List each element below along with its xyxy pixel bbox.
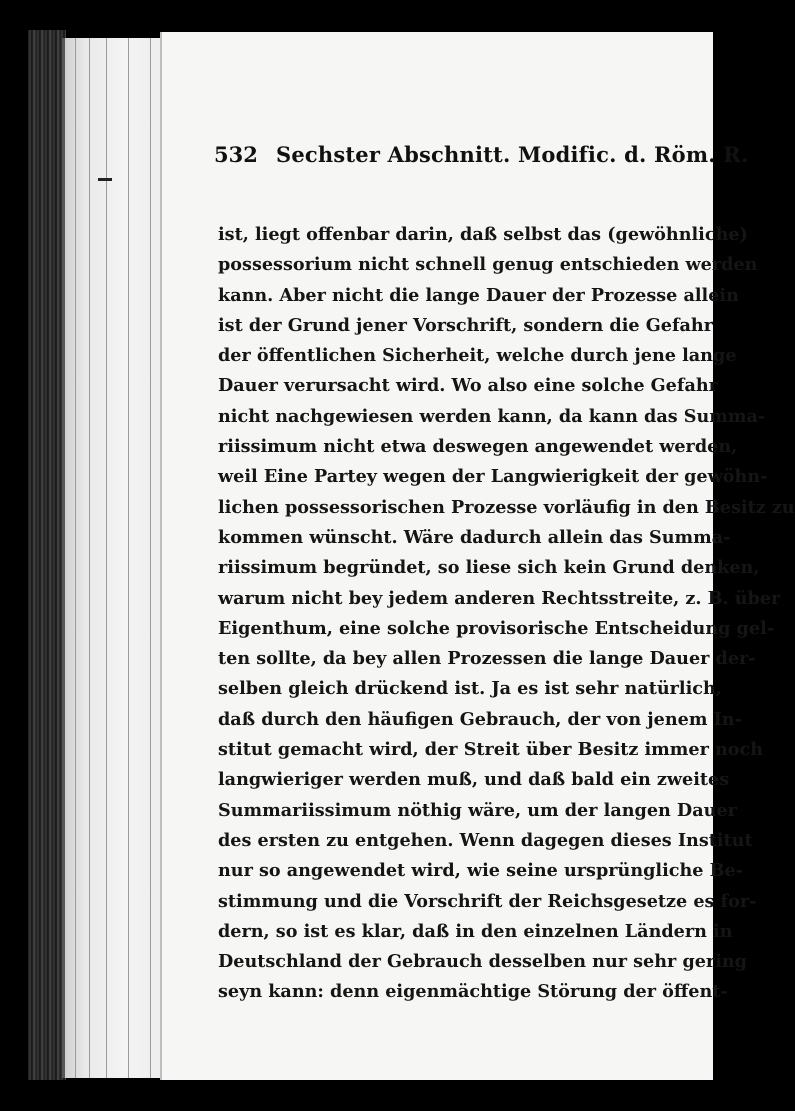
text-line: riissimum nicht etwa deswegen angewendet werden, [218, 436, 738, 458]
text-line: nicht nachgewiesen werden kann, da kann das Summa- [218, 405, 766, 427]
running-head: Sechster Abschnitt. Modific. d. Röm. R. [276, 142, 749, 167]
text-line: kann. Aber nicht die lange Dauer der Prozesse allein [218, 284, 739, 306]
page-number: 532 [214, 142, 258, 167]
text-line: der öffentlichen Sicherheit, welche durch jene lange [218, 345, 737, 367]
text-line: warum nicht bey jedem anderen Rechtsstreite, z. B. über [218, 587, 781, 609]
text-line: possessorium nicht schnell genug entschieden werden [218, 254, 758, 276]
page-edge-line [150, 38, 151, 1078]
page-stack-edge [62, 38, 165, 1078]
text-line: Eigenthum, eine solche provisorische Entscheidung gel- [218, 617, 775, 639]
text-line: ist der Grund jener Vorschrift, sondern die Gefahr [218, 314, 713, 336]
text-line: langwieriger werden muß, und daß bald ein zweites [218, 769, 730, 791]
text-line: dern, so ist es klar, daß in den einzelnen Ländern in [218, 920, 733, 942]
text-line: ten sollte, da bey allen Prozessen die lange Dauer der- [218, 648, 756, 670]
page-edge-line [89, 38, 90, 1078]
page-edge-line [106, 38, 107, 1078]
page-edge-line [128, 38, 129, 1078]
text-line: weil Eine Partey wegen der Langwierigkeit der gewöhn- [218, 466, 768, 488]
text-line: des ersten zu entgehen. Wenn dagegen dieses Institut [218, 829, 753, 851]
text-line: daß durch den häufigen Gebrauch, der von jenem In- [218, 708, 742, 730]
text-line: lichen possessorischen Prozesse vorläufig in den Besitz zu [218, 496, 795, 518]
text-line: riissimum begründet, so liese sich kein Grund denken, [218, 557, 760, 579]
text-line: Dauer verursacht wird. Wo also eine solche Gefahr [218, 375, 718, 397]
text-line: Deutschland der Gebrauch desselben nur sehr gering [218, 951, 747, 973]
page-edge-line [75, 38, 76, 1078]
text-line: Summariissimum nöthig wäre, um der langen Dauer [218, 799, 737, 821]
text-line: stitut gemacht wird, der Streit über Besitz immer noch [218, 739, 764, 761]
text-line: seyn kann: denn eigenmächtige Störung der öffent- [218, 981, 728, 1003]
book-page [160, 32, 795, 1080]
text-line: stimmung und die Vorschrift der Reichsgesetze es for- [218, 890, 757, 912]
book-spine-edge [28, 30, 66, 1080]
text-line: nur so angewendet wird, wie seine ursprüngliche Be- [218, 860, 743, 882]
page-header [214, 142, 749, 176]
text-line: ist, liegt offenbar darin, daß selbst das (gewöhnliche) [218, 224, 748, 245]
body-text [218, 220, 795, 1008]
text-line: kommen wünscht. Wäre dadurch allein das Summa- [218, 526, 731, 548]
text-line: selben gleich drückend ist. Ja es ist sehr natürlich, [218, 678, 722, 700]
margin-mark [98, 178, 112, 181]
